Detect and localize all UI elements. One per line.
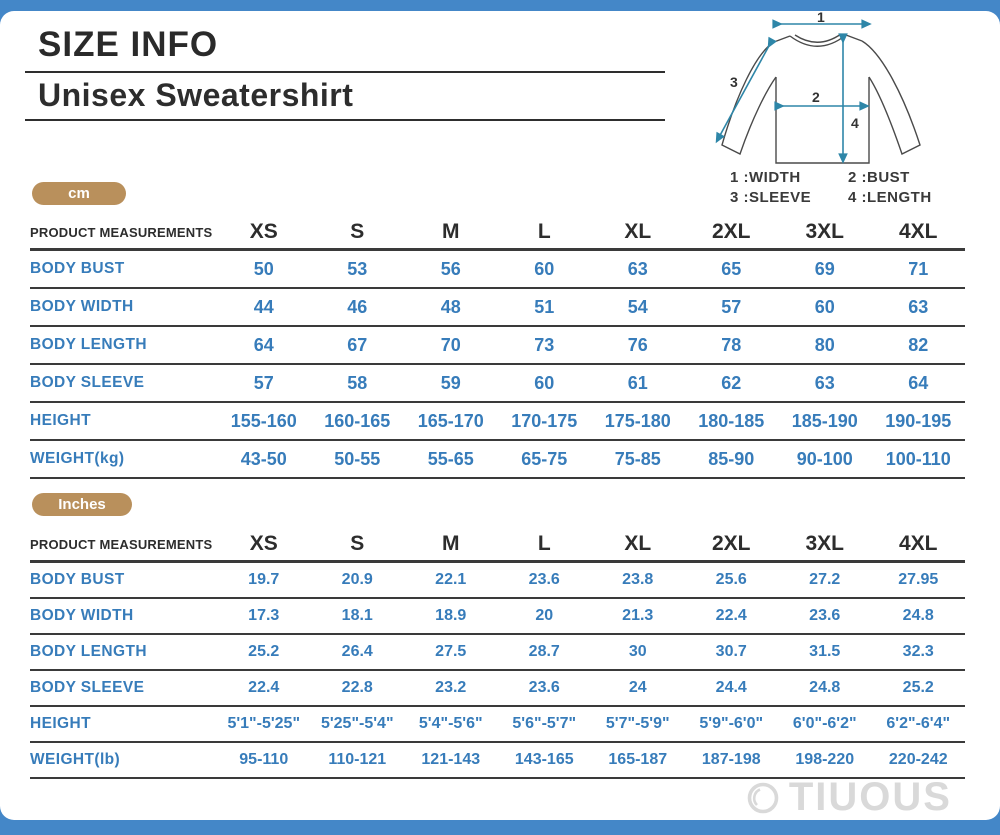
table-row [30, 742, 965, 778]
cell-value: 75-85 [591, 440, 685, 478]
size-header: 4XL [872, 216, 966, 250]
sweater-diagram-svg [686, 11, 986, 167]
cell-value: 63 [872, 288, 966, 326]
measurements-header: PRODUCT MEASUREMENTS [30, 216, 217, 250]
row-label: BODY BUST [30, 250, 217, 289]
cell-value: 5'7"-5'9" [591, 706, 685, 742]
cell-value: 25.6 [685, 562, 779, 599]
cell-value: 30.7 [685, 634, 779, 670]
row-label: BODY WIDTH [30, 598, 217, 634]
cell-value: 5'9"-6'0" [685, 706, 779, 742]
size-header: M [404, 528, 498, 562]
table-row [30, 634, 965, 670]
cell-value: 180-185 [685, 402, 779, 440]
arrow-label-length: 4 [851, 115, 859, 131]
cell-value: 64 [217, 326, 311, 364]
cell-value: 90-100 [778, 440, 872, 478]
cell-value: 58 [311, 364, 405, 402]
measurements-header: PRODUCT MEASUREMENTS [30, 528, 217, 562]
cm-size-table [30, 216, 965, 479]
cell-value: 61 [591, 364, 685, 402]
cell-value: 26.4 [311, 634, 405, 670]
cell-value: 18.9 [404, 598, 498, 634]
cell-value: 64 [872, 364, 966, 402]
cell-value: 155-160 [217, 402, 311, 440]
cell-value: 20.9 [311, 562, 405, 599]
header-row [30, 216, 965, 250]
table-row [30, 706, 965, 742]
cell-value: 27.5 [404, 634, 498, 670]
sweater-measurement-diagram [686, 11, 986, 206]
cell-value: 32.3 [872, 634, 966, 670]
cell-value: 59 [404, 364, 498, 402]
cell-value: 5'25"-5'4" [311, 706, 405, 742]
cell-value: 5'6"-5'7" [498, 706, 592, 742]
size-header: XL [591, 528, 685, 562]
cell-value: 51 [498, 288, 592, 326]
cell-value: 95-110 [217, 742, 311, 778]
cell-value: 25.2 [217, 634, 311, 670]
cell-value: 56 [404, 250, 498, 289]
size-header: 3XL [778, 216, 872, 250]
row-label: WEIGHT(lb) [30, 742, 217, 778]
row-label: BODY WIDTH [30, 288, 217, 326]
cell-value: 185-190 [778, 402, 872, 440]
legend-item-bust: 2 :BUST [848, 169, 910, 186]
cell-value: 53 [311, 250, 405, 289]
row-label: HEIGHT [30, 402, 217, 440]
cell-value: 170-175 [498, 402, 592, 440]
cell-value: 6'0"-6'2" [778, 706, 872, 742]
watermark-logo-icon [745, 780, 781, 816]
cell-value: 76 [591, 326, 685, 364]
cell-value: 31.5 [778, 634, 872, 670]
bottom-accent-bar [0, 820, 1000, 835]
page-title: SIZE INFO [38, 25, 219, 64]
cell-value: 62 [685, 364, 779, 402]
cell-value: 22.8 [311, 670, 405, 706]
cell-value: 22.4 [685, 598, 779, 634]
size-header: XS [217, 216, 311, 250]
watermark-text: TIUOUS [788, 775, 952, 819]
cell-value: 165-170 [404, 402, 498, 440]
diagram-legend [730, 169, 986, 206]
cell-value: 73 [498, 326, 592, 364]
cell-value: 55-65 [404, 440, 498, 478]
cell-value: 24.4 [685, 670, 779, 706]
table-row [30, 562, 965, 599]
title-divider [25, 71, 665, 73]
content-card [0, 11, 1000, 820]
cell-value: 85-90 [685, 440, 779, 478]
cell-value: 48 [404, 288, 498, 326]
cell-value: 60 [778, 288, 872, 326]
cell-value: 50-55 [311, 440, 405, 478]
cell-value: 175-180 [591, 402, 685, 440]
cell-value: 187-198 [685, 742, 779, 778]
cell-value: 24.8 [872, 598, 966, 634]
row-label: HEIGHT [30, 706, 217, 742]
cell-value: 121-143 [404, 742, 498, 778]
table-row [30, 364, 965, 402]
cell-value: 17.3 [217, 598, 311, 634]
cell-value: 70 [404, 326, 498, 364]
table-row [30, 326, 965, 364]
cell-value: 143-165 [498, 742, 592, 778]
size-header: 2XL [685, 528, 779, 562]
size-header: 4XL [872, 528, 966, 562]
cell-value: 27.95 [872, 562, 966, 599]
row-label: BODY BUST [30, 562, 217, 599]
size-header: XL [591, 216, 685, 250]
unit-badge-cm: cm [32, 182, 126, 205]
size-header: M [404, 216, 498, 250]
legend-item-length: 4 :LENGTH [848, 189, 932, 206]
cell-value: 100-110 [872, 440, 966, 478]
cell-value: 69 [778, 250, 872, 289]
cell-value: 60 [498, 250, 592, 289]
cell-value: 44 [217, 288, 311, 326]
cell-value: 60 [498, 364, 592, 402]
cell-value: 71 [872, 250, 966, 289]
table-row [30, 598, 965, 634]
cell-value: 63 [778, 364, 872, 402]
cell-value: 80 [778, 326, 872, 364]
cell-value: 82 [872, 326, 966, 364]
arrow-label-bust: 2 [812, 89, 820, 105]
cell-value: 110-121 [311, 742, 405, 778]
cell-value: 165-187 [591, 742, 685, 778]
inches-size-table [30, 528, 965, 779]
cell-value: 18.1 [311, 598, 405, 634]
cell-value: 23.2 [404, 670, 498, 706]
row-label: BODY SLEEVE [30, 364, 217, 402]
cell-value: 23.8 [591, 562, 685, 599]
cell-value: 6'2"-6'4" [872, 706, 966, 742]
cell-value: 63 [591, 250, 685, 289]
cell-value: 160-165 [311, 402, 405, 440]
cell-value: 23.6 [498, 670, 592, 706]
row-label: BODY SLEEVE [30, 670, 217, 706]
row-label: BODY LENGTH [30, 326, 217, 364]
size-header: L [498, 216, 592, 250]
cell-value: 30 [591, 634, 685, 670]
cell-value: 190-195 [872, 402, 966, 440]
size-header: 3XL [778, 528, 872, 562]
arrow-label-sleeve: 3 [730, 74, 738, 90]
size-header: S [311, 216, 405, 250]
cell-value: 65-75 [498, 440, 592, 478]
unit-badge-inches: Inches [32, 493, 132, 516]
cell-value: 20 [498, 598, 592, 634]
table-row [30, 250, 965, 289]
cell-value: 43-50 [217, 440, 311, 478]
arrow-label-width: 1 [817, 11, 825, 25]
cell-value: 25.2 [872, 670, 966, 706]
legend-item-sleeve: 3 :SLEEVE [730, 189, 812, 206]
size-header: S [311, 528, 405, 562]
table-row [30, 440, 965, 478]
cell-value: 57 [685, 288, 779, 326]
watermark [745, 775, 952, 820]
row-label: WEIGHT(kg) [30, 440, 217, 478]
cell-value: 24 [591, 670, 685, 706]
cell-value: 23.6 [778, 598, 872, 634]
cell-value: 46 [311, 288, 405, 326]
page-subtitle: Unisex Sweatershirt [38, 77, 354, 113]
size-header: 2XL [685, 216, 779, 250]
cell-value: 78 [685, 326, 779, 364]
table-row [30, 402, 965, 440]
size-header: XS [217, 528, 311, 562]
cell-value: 23.6 [498, 562, 592, 599]
cell-value: 198-220 [778, 742, 872, 778]
table-row [30, 288, 965, 326]
legend-item-width: 1 :WIDTH [730, 169, 801, 186]
header-row [30, 528, 965, 562]
size-header: L [498, 528, 592, 562]
table-row [30, 670, 965, 706]
subtitle-divider [25, 119, 665, 121]
cell-value: 65 [685, 250, 779, 289]
cell-value: 28.7 [498, 634, 592, 670]
cell-value: 5'1"-5'25" [217, 706, 311, 742]
cell-value: 67 [311, 326, 405, 364]
sweater-outline [722, 34, 920, 163]
cell-value: 50 [217, 250, 311, 289]
cell-value: 27.2 [778, 562, 872, 599]
cell-value: 57 [217, 364, 311, 402]
cell-value: 5'4"-5'6" [404, 706, 498, 742]
cell-value: 22.1 [404, 562, 498, 599]
cell-value: 24.8 [778, 670, 872, 706]
cell-value: 21.3 [591, 598, 685, 634]
row-label: BODY LENGTH [30, 634, 217, 670]
cell-value: 19.7 [217, 562, 311, 599]
cell-value: 22.4 [217, 670, 311, 706]
cell-value: 54 [591, 288, 685, 326]
cell-value: 220-242 [872, 742, 966, 778]
